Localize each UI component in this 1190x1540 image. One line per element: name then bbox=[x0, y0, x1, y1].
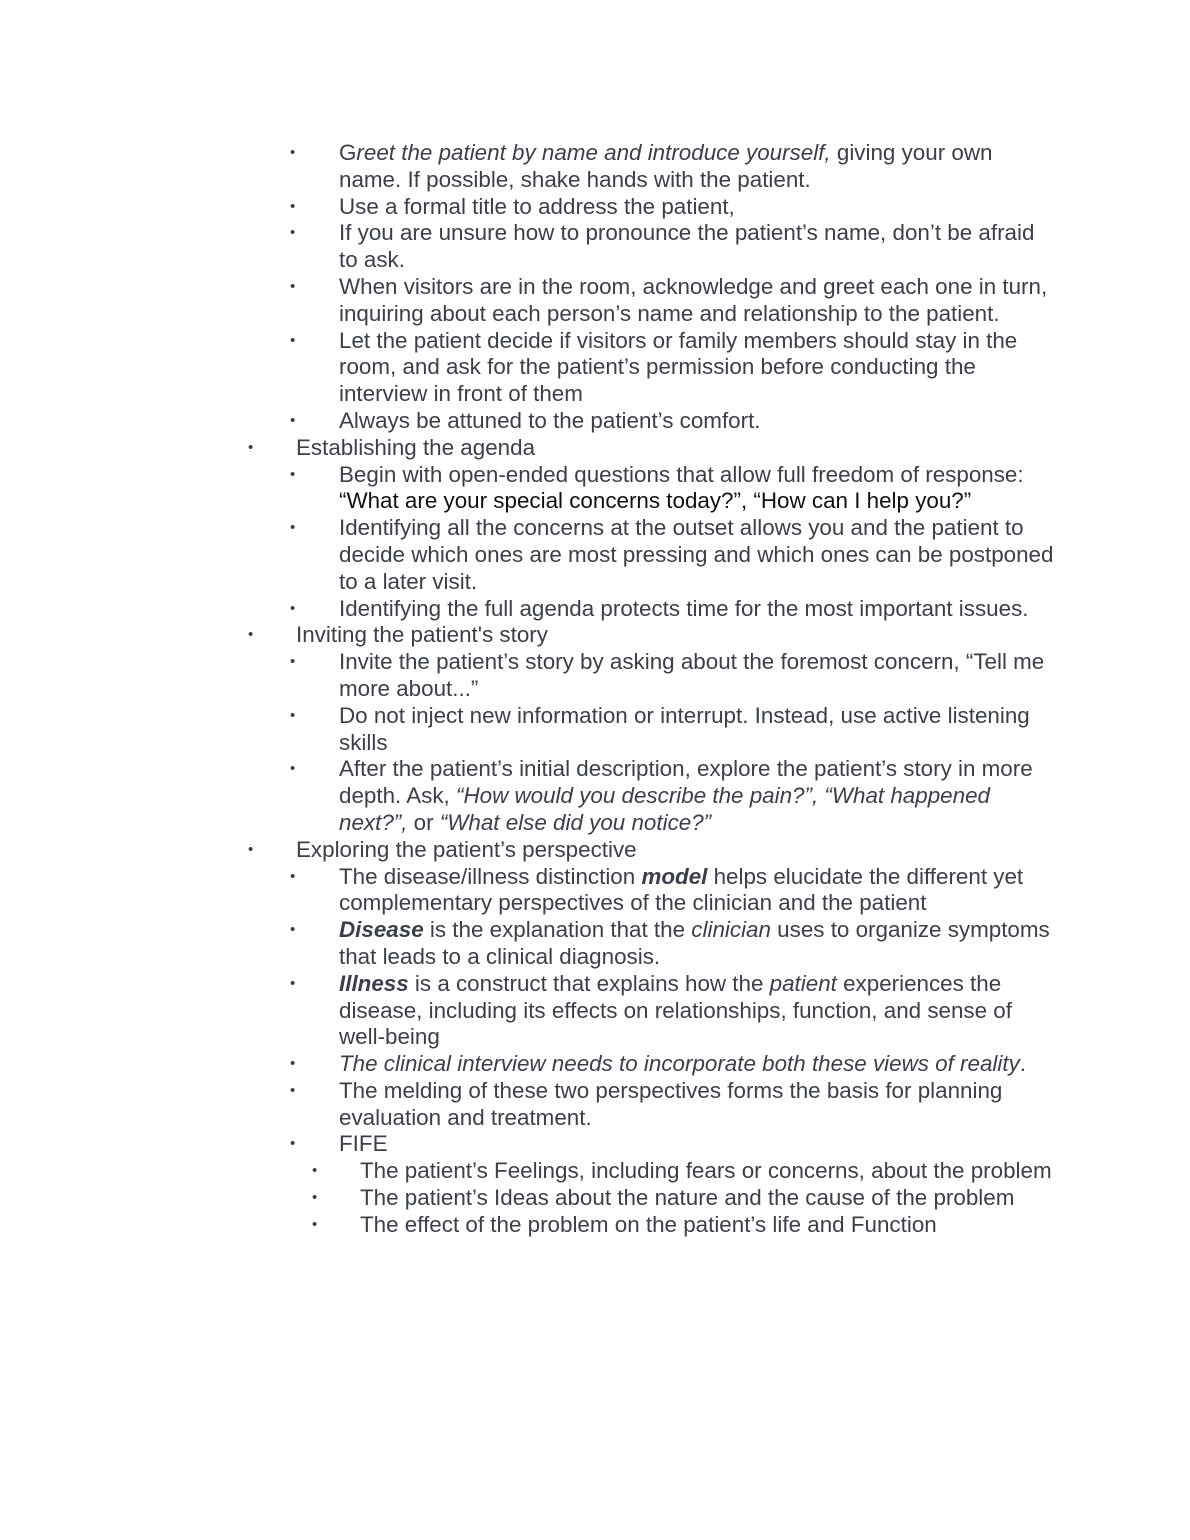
bullet-icon: • bbox=[290, 1081, 296, 1099]
list-item-fife bbox=[0, 1131, 1190, 1158]
list-item bbox=[0, 408, 1190, 435]
bullet-icon: • bbox=[290, 921, 296, 939]
bullet-icon: • bbox=[248, 840, 254, 858]
list-item-text: Greet the patient by name and introduce yourself, giving your own name. If possible, shake hands with the patient. bbox=[339, 140, 993, 192]
section-heading-perspective bbox=[0, 837, 1190, 864]
list-item-text: Identifying all the concerns at the outset allows you and the patient to decide which ones are most pressing and which ones can be postponed to a later visit. bbox=[339, 515, 1054, 594]
list-item-text: FIFE bbox=[339, 1131, 388, 1157]
section-heading-text: Exploring the patient’s perspective bbox=[296, 836, 637, 862]
list-item-text: Disease is the explanation that the clinician uses to organize symptoms that leads to a clinical diagnosis. bbox=[339, 917, 1050, 969]
bullet-icon: • bbox=[290, 1055, 296, 1073]
list-item bbox=[0, 971, 1190, 1051]
bullet-icon: • bbox=[290, 974, 296, 992]
list-item-text: Invite the patient’s story by asking about the foremost concern, “Tell me more about...” bbox=[339, 649, 1045, 701]
list-item-text: Illness is a construct that explains how the patient experiences the disease, including its effects on relationships, function, and sense of well-being bbox=[339, 970, 1012, 1050]
list-item bbox=[0, 462, 1190, 516]
list-item bbox=[0, 864, 1190, 918]
bullet-icon: • bbox=[290, 1135, 296, 1153]
bullet-icon: • bbox=[290, 331, 296, 349]
fife-item-text: The patient’s Feelings, including fears or concerns, about the problem bbox=[360, 1158, 1052, 1184]
section-heading-story bbox=[0, 622, 1190, 649]
list-item bbox=[0, 140, 1190, 194]
bullet-icon: • bbox=[290, 867, 296, 885]
list-item-text: Do not inject new information or interrupt. Instead, use active listening skills bbox=[339, 702, 1030, 755]
section-heading-agenda bbox=[0, 435, 1190, 462]
bullet-icon: • bbox=[290, 144, 296, 161]
fife-item bbox=[0, 1212, 1190, 1239]
bullet-icon: • bbox=[290, 411, 296, 429]
list-item bbox=[0, 596, 1190, 623]
fife-item-text: The patient’s Ideas about the nature and the cause of the problem bbox=[360, 1185, 1015, 1211]
list-item bbox=[0, 756, 1190, 836]
list-item-text: The disease/illness distinction model helps elucidate the different yet complementary perspectives of the clinician and the patient bbox=[339, 863, 1024, 916]
bullet-icon: • bbox=[290, 706, 296, 724]
bullet-icon: • bbox=[248, 626, 254, 644]
list-item-text: The melding of these two perspectives forms the basis for planning evaluation and treatment. bbox=[339, 1077, 1003, 1130]
bullet-list bbox=[0, 140, 1190, 1239]
list-item-text: When visitors are in the room, acknowledge and greet each one in turn, inquiring about each person’s name and relationship to the patient. bbox=[339, 273, 1048, 326]
list-item-text: Let the patient decide if visitors or family members should stay in the room, and ask for the patient’s permission before conducting the interview in front of them bbox=[339, 327, 1018, 407]
bullet-icon: • bbox=[248, 438, 254, 456]
bullet-icon: • bbox=[312, 1162, 318, 1180]
list-item bbox=[0, 1051, 1190, 1078]
bullet-icon: • bbox=[290, 599, 296, 617]
list-item bbox=[0, 703, 1190, 757]
list-item bbox=[0, 917, 1190, 971]
list-item-text: The clinical interview needs to incorporate both these views of reality. bbox=[339, 1051, 1027, 1077]
bullet-icon: • bbox=[290, 465, 296, 483]
list-item bbox=[0, 515, 1190, 595]
list-item bbox=[0, 220, 1190, 274]
list-item-text: Always be attuned to the patient’s comfort. bbox=[339, 407, 761, 433]
list-item-text: If you are unsure how to pronounce the patient’s name, don’t be afraid to ask. bbox=[339, 220, 1035, 273]
list-item bbox=[0, 274, 1190, 328]
section-heading-text: Inviting the patient's story bbox=[296, 622, 548, 648]
bullet-icon: • bbox=[290, 653, 296, 671]
section-heading-text: Establishing the agenda bbox=[296, 434, 536, 460]
bullet-icon: • bbox=[312, 1215, 318, 1233]
bullet-icon: • bbox=[312, 1189, 318, 1207]
list-item bbox=[0, 194, 1190, 221]
bullet-icon: • bbox=[290, 519, 296, 537]
list-item bbox=[0, 649, 1190, 703]
list-item-text: Begin with open-ended questions that allow full freedom of response: “What are your special concerns today?”, “How can I help you?” bbox=[339, 461, 1024, 514]
list-item-text: Use a formal title to address the patient, bbox=[339, 193, 735, 219]
list-item-text: Identifying the full agenda protects time for the most important issues. bbox=[339, 595, 1029, 621]
list-item-text: After the patient’s initial description, explore the patient’s story in more depth. Ask, “How would you describe the pain?”, “What happened next?”, or “What else did you notice?” bbox=[339, 756, 1033, 835]
fife-item-text: The effect of the problem on the patient’s life and Function bbox=[360, 1211, 937, 1237]
bullet-icon: • bbox=[290, 224, 296, 242]
bullet-icon: • bbox=[290, 760, 296, 778]
fife-item bbox=[0, 1158, 1190, 1185]
list-item bbox=[0, 328, 1190, 408]
fife-item bbox=[0, 1185, 1190, 1212]
bullet-icon: • bbox=[290, 277, 296, 295]
bullet-icon: • bbox=[290, 197, 296, 215]
list-item bbox=[0, 1078, 1190, 1132]
